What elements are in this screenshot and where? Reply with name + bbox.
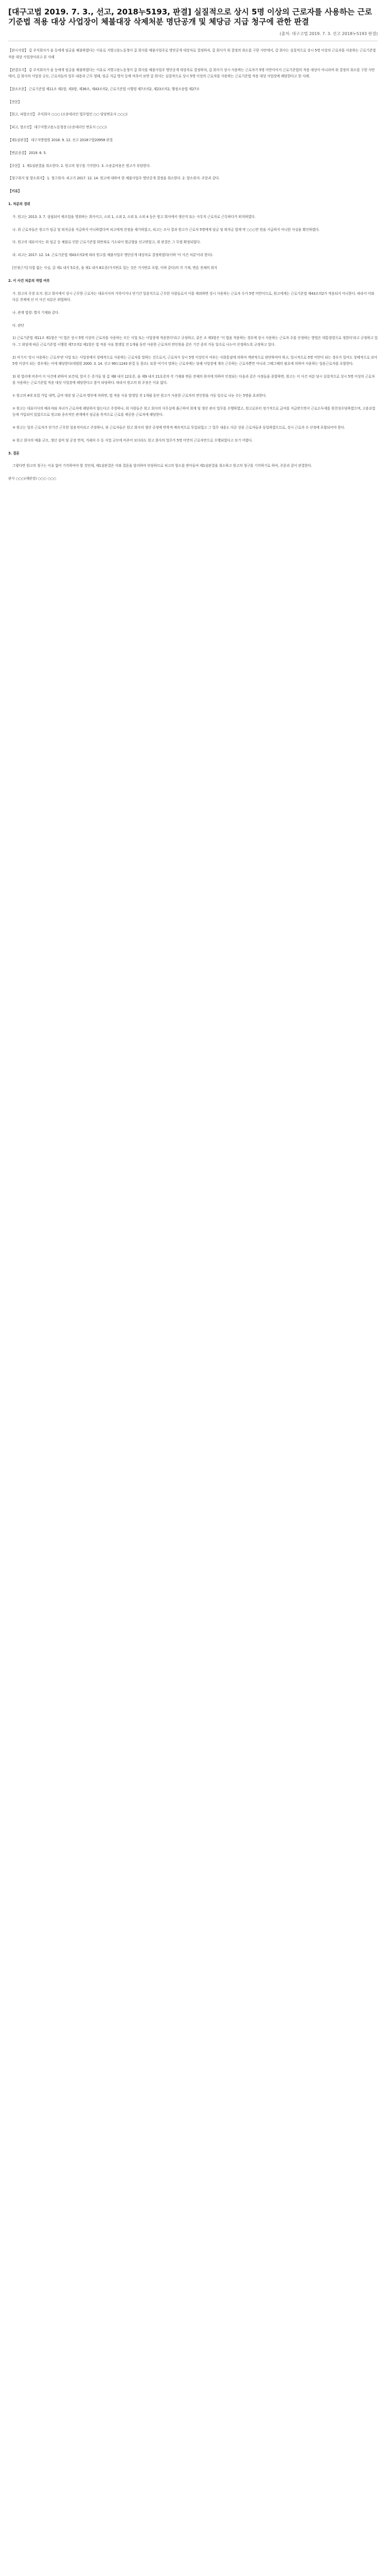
body-paragraph: 【피고, 항소인】 대구지방고용노동청장 (소송대리인 변호사 ○○○) — [8, 125, 107, 130]
body-paragraph: ③ 원고는 일부 근로자가 단기간 근무한 일용직이라고 주장하나, 위 근로자들은 원고 회사의 생산 공정에 반복적·계속적으로 투입되었고 그 업무 내용도 다른 상용 근로자들과 동일하였으므로, 상시 근로자 수 산정에 포함되어야 한다. — [12, 425, 345, 430]
body-paragraph: 가. 원고의 주장 요지: 원고 회사에서 상시 근무한 근로자는 대표이사의 가족이거나 단기간 일용직으로 근무한 사람들로서 이를 제외하면 상시 사용하는 근로자 수가 5명 미만이므로, 원고에게는 근로기준법 제43조의2가 적용되지 아니한다. 따라서 이와 다른 전제에 선 이 사건 처분은 위법하다. — [12, 291, 375, 302]
body-paragraph: ② 원고는 대표이사의 배우자와 자녀가 근로자에 해당하지 않는다고 주장하나, 위 사람들은 원고 회사의 사무실에 출근하여 회계 및 생산 관리 업무를 수행하였고, 원고로부터 정기적으로 급여를 지급받으면서 근로소득세를 원천징수당하였으며, 고용보험 등에 가입되어 있었으므로 원고와 종속적인 관계에서 임금을 목적으로 근로를 제공한 근로자에 해당한다. — [12, 406, 376, 417]
body-paragraph: 2) 여기서 '상시 사용하는 근로자'란 사업 또는 사업장에서 상태적으로 사용하는 근로자를 말하는 것으로서, 근로자가 상시 5명 이상인지 여부는 사회통념에 의하여 객관적으로 판단하여야 하고, 일시적으로 5명 미만이 되는 경우가 있어도 상태적으로 보아 5명 이상이 되는 경우에는 이에 해당한다(대법원 2000. 3. 14. 선고 99도1243 판결 등 참조). 또한 여기서 말하는 근로자에는 당해 사업장에 계속 근무하는 근로자뿐만 아니라 그때그때의 필요에 의하여 사용하는 일용근로자를 포함한다. — [12, 355, 378, 366]
section-heading: 3. 결론 — [8, 451, 20, 455]
body-paragraph: 나. 관계 법령: 별지 기재와 같다. — [12, 310, 60, 315]
body-paragraph: 【원고, 피항소인】 주식회사 ○○○ (소송대리인 법무법인 ○○ 담당변호사 ○○○) — [8, 112, 128, 117]
body-paragraph: 【판결요지】 갑 주식회사가 을 등에게 임금을 체불하였다는 이유로 지방고용노동청이 갑 회사를 체불사업주 명단공개 대상자로 결정하자, 갑 회사가 상시 사용하는 근로자가 5명 미만이어서 근로기준법의 적용 대상이 아니라며 위 결정의 취소를 구한 사안에서, 갑 회사의 사업장 규모, 근로자들의 업무 내용과 근무 형태, 임금 지급 방식 등에 비추어 보면 갑 회사는 실질적으로 상시 5명 이상의 근로자를 사용하는 근로기준법 적용 대상 사업장에 해당한다고 한 사례. — [8, 67, 375, 78]
body-paragraph: 1) 근로기준법 제11조 제1항은 '이 법은 상시 5명 이상의 근로자를 사용하는 모든 사업 또는 사업장에 적용한다'라고 규정하고, 같은 조 제3항은 '이 법을 적용하는 경우에 상시 사용하는 근로자 수를 산정하는 방법은 대통령령으로 정한다'라고 규정하고 있다. 그 위임에 따른 근로기준법 시행령 제7조의2 제1항은 법 적용 사유 발생일 전 1개월 동안 사용한 근로자의 연인원을 같은 기간 중의 가동 일수로 나누어 산정하도록 규정하고 있다. — [12, 336, 378, 347]
body-paragraph: 다. 판단 — [12, 323, 24, 328]
section-heading: 2. 이 사건 처분의 적법 여부 — [8, 278, 50, 283]
document-source: (출처: 대구고법 2019. 7. 3. 선고 2018누5193 판결) — [279, 31, 378, 36]
body-paragraph: 그렇다면 원고의 청구는 이유 없어 기각하여야 할 것인데, 제1심판결은 이와 결론을 달리하여 부당하므로 피고의 항소를 받아들여 제1심판결을 취소하고 원고의 청구를 기각하기로 하여, 주문과 같이 판결한다. — [12, 464, 312, 468]
body-paragraph: 【참조조문】 근로기준법 제11조 제1항, 제3항, 제36조, 제43조의2, 근로기준법 시행령 제7조의2, 제23조의2, 행정소송법 제27조 — [8, 87, 200, 91]
body-paragraph: ④ 원고 회사의 매출 규모, 생산 설비 및 공장 면적, 거래처 수 등 사업 규모에 비추어 보더라도 원고 회사의 업무가 5명 미만의 근로자만으로 수행되었다고 보기 어렵다. — [12, 438, 253, 443]
document-body — [8, 47, 378, 482]
body-paragraph: ① 원고의 4대 보험 가입 내역, 급여 대장 및 근로자 명부에 의하면, 법 적용 사유 발생일 전 1개월 동안 원고가 사용한 근로자의 연인원을 가동 일수로 나눈 수는 5명을 초과한다. — [12, 393, 267, 398]
document-title: [대구고법 2019. 7. 3., 선고, 2018누5193, 판결] 실질적으로 상시 5명 이상의 근로자를 사용하는 근로기준법 적용 대상 사업장이 체불대장 삭제처분 명단공개 및 체당금 지급 청구에 관한 판결 — [8, 7, 373, 26]
section-heading: 1. 처분의 경위 — [8, 201, 30, 206]
body-paragraph: 판사 ○○○(재판장) ○○○ ○○○ — [8, 477, 57, 481]
body-paragraph: 【변론종결】 2019. 6. 5. — [8, 150, 47, 155]
body-paragraph: 나. 위 근로자들은 원고가 임금 및 퇴직금을 지급하지 아니하였다며 피고에게 진정을 제기하였고, 피고는 조사 결과 원고가 근로자 5명에게 임금 및 퇴직금 합계 약 ○○○만 원을 지급하지 아니한 사실을 확인하였다. — [12, 227, 320, 232]
section-heading: 【이유】 — [8, 189, 22, 194]
body-paragraph: 【제1심판결】 대구지방법원 2018. 9. 12. 선고 2018구합20958 판결 — [8, 138, 113, 142]
body-paragraph: 【청구취지 및 항소취지】 1. 청구취지: 피고가 2017. 12. 14. 원고에 대하여 한 체불사업주 명단공개 결정을 취소한다. 2. 항소취지: 주문과 같다. — [8, 176, 220, 181]
body-paragraph: 【주문】 1. 제1심판결을 취소한다. 2. 원고의 청구를 기각한다. 3. 소송총비용은 원고가 부담한다. — [8, 163, 151, 168]
body-paragraph: 다. 원고의 대표이사는 위 임금 등 체불로 인한 근로기준법 위반죄로 기소되어 벌금형을 선고받았고, 위 판결은 그 무렵 확정되었다. — [12, 240, 201, 245]
body-paragraph: 【전문】 — [8, 99, 22, 104]
body-paragraph: 【판시사항】 갑 주식회사가 을 등에게 임금을 체불하였다는 이유로 지방고용노동청이 갑 회사를 체불사업주로 명단공개 대상자로 결정하자, 갑 회사가 위 결정의 취소를 구한 사안에서, 갑 회사는 실질적으로 상시 5명 이상의 근로자를 사용하는 근로기준법 적용 대상 사업장이라고 본 사례 — [8, 48, 376, 59]
body-paragraph: [인정근거] 다툼 없는 사실, 갑 제1 내지 5호증, 을 제1 내지 8호증(가지번호 있는 것은 가지번호 포함, 이하 같다)의 각 기재, 변론 전체의 취지 — [12, 265, 217, 270]
body-paragraph: 3) 위 법리에 비추어 이 사건에 관하여 보건대, 앞서 든 증거들 및 갑 제6 내지 12호증, 을 제9 내지 21호증의 각 기재와 변론 전체의 취지에 의하여 인정되는 다음과 같은 사정들을 종합하면, 원고는 이 사건 처분 당시 실질적으로 상시 5명 이상의 근로자를 사용하는 근로기준법 적용 대상 사업장에 해당한다고 봄이 타당하다. 따라서 원고의 위 주장은 이유 없다. — [12, 374, 375, 385]
body-paragraph: 라. 피고는 2017. 12. 14. 근로기준법 제43조의2에 따라 원고를 체불사업주 명단공개 대상자로 결정하였다(이하 '이 사건 처분'이라 한다). — [12, 253, 214, 258]
body-paragraph: 가. 원고는 2013. 3. 7. 설립되어 제조업을 영위하는 회사이고, 소외 1, 소외 2, 소외 3, 소외 4 등은 원고 회사에서 생산직 또는 사무직 근로자로 근무하다가 퇴직하였다. — [12, 214, 256, 219]
